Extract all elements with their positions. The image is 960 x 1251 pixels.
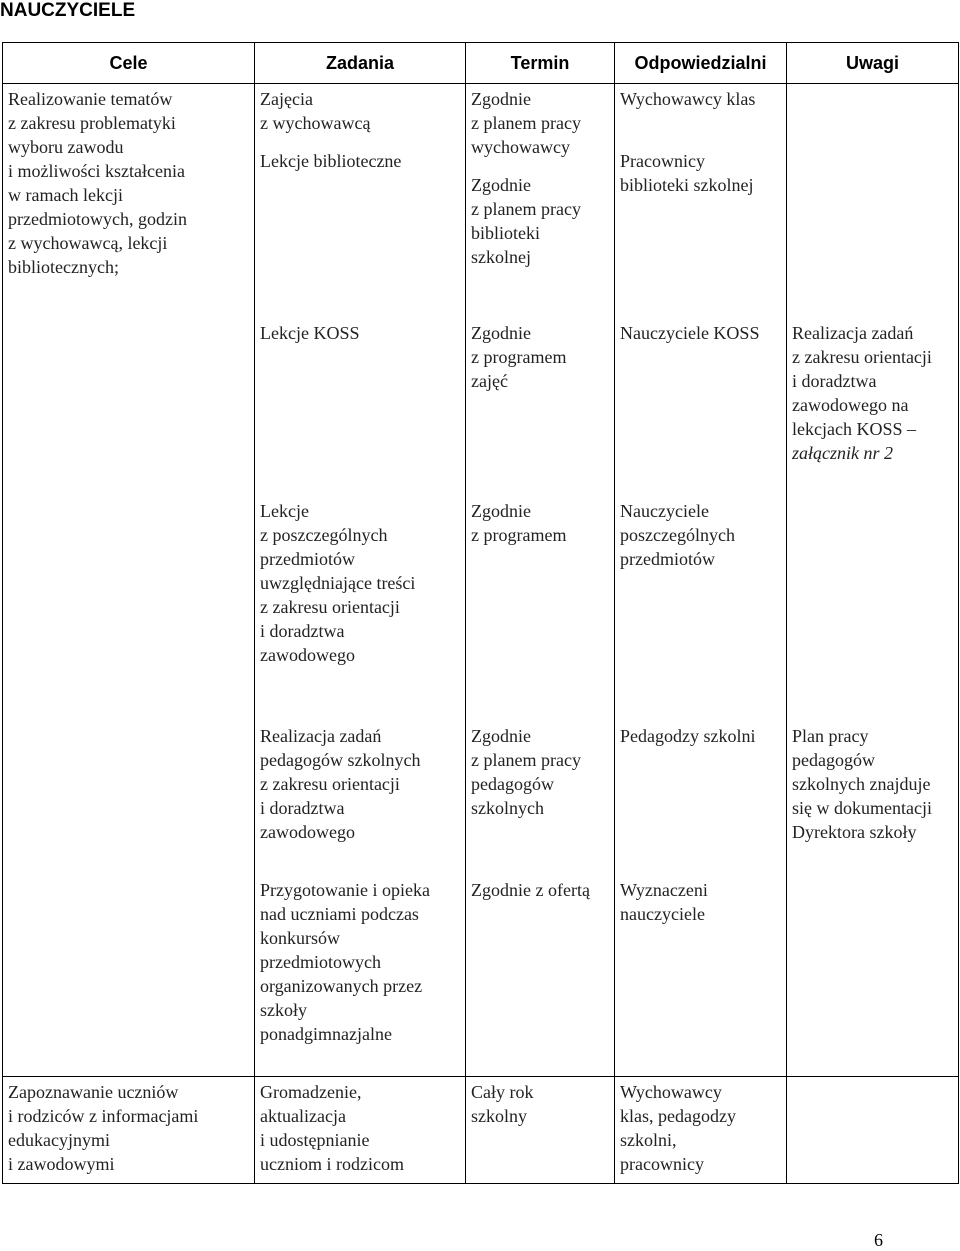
cell-odpowiedzialni xyxy=(615,496,787,721)
odp-text: Wychowawcy klas, pedagodzy szkolni, pracownicy xyxy=(620,1082,736,1174)
termin-text: Zgodnie z programem zajęć xyxy=(471,323,567,391)
cell-zadania xyxy=(255,84,466,319)
cell-odpowiedzialni xyxy=(615,875,787,1077)
header-cele: Cele xyxy=(3,43,255,84)
cell-odpowiedzialni xyxy=(615,84,787,319)
cell-zadania xyxy=(255,875,466,1077)
termin-text: Cały rok szkolny xyxy=(471,1082,534,1126)
odp-text: Nauczyciele KOSS xyxy=(620,323,760,343)
cell-cel xyxy=(3,1077,255,1184)
zadania-text: Gromadzenie, aktualizacja i udostępnianie uczniom i rodzicom xyxy=(260,1082,404,1174)
cell-uwagi xyxy=(787,721,959,875)
termin-text: Zgodnie z programem xyxy=(471,501,567,545)
termin-text: Zgodnie z planem pracy wychowawcy xyxy=(471,89,581,157)
cell-odpowiedzialni xyxy=(615,721,787,875)
cell-uwagi xyxy=(787,84,959,319)
cell-uwagi xyxy=(787,1077,959,1184)
cell-termin xyxy=(466,496,615,721)
cell-uwagi xyxy=(787,875,959,1077)
zadania-text: Przygotowanie i opieka nad uczniami podczas konkursów przedmiotowych organizowanych przez szkoły ponadgimnazjalne xyxy=(260,880,430,1044)
cell-uwagi xyxy=(787,496,959,721)
cell-uwagi xyxy=(787,318,959,496)
cell-odpowiedzialni xyxy=(615,318,787,496)
zadania-text: Lekcje z poszczególnych przedmiotów uwzględniające treści z zakresu orientacji i doradztwa zawodowego xyxy=(260,501,416,665)
cell-cel xyxy=(3,84,255,1077)
cel-text: Zapoznawanie uczniów i rodziców z informacjami edukacyjnymi i zawodowymi xyxy=(8,1082,199,1174)
cell-termin xyxy=(466,84,615,319)
table-row xyxy=(3,84,959,319)
header-zadania: Zadania xyxy=(255,43,466,84)
zadania-text: Realizacja zadań pedagogów szkolnych z zakresu orientacji i doradztwa zawodowego xyxy=(260,726,421,842)
cell-termin xyxy=(466,875,615,1077)
header-termin: Termin xyxy=(466,43,615,84)
uwagi-attachment: załącznik nr 2 xyxy=(792,443,893,463)
odp-text: Pedagodzy szkolni xyxy=(620,726,756,746)
odp-text: Pracownicy biblioteki szkolnej xyxy=(620,151,754,195)
cell-termin xyxy=(466,1077,615,1184)
header-uwagi: Uwagi xyxy=(787,43,959,84)
termin-text: Zgodnie z ofertą xyxy=(471,880,590,900)
termin-text: Zgodnie z planem pracy pedagogów szkolnych xyxy=(471,726,581,818)
cell-zadania xyxy=(255,721,466,875)
odp-text: Wyznaczeni nauczyciele xyxy=(620,880,708,924)
odp-text: Nauczyciele poszczególnych przedmiotów xyxy=(620,501,735,569)
odp-text: Wychowawcy klas xyxy=(620,89,756,109)
plan-table xyxy=(2,42,959,1184)
cell-zadania xyxy=(255,496,466,721)
cell-termin xyxy=(466,721,615,875)
page-number: 6 xyxy=(874,1230,883,1250)
header-odpowiedzialni: Odpowiedzialni xyxy=(615,43,787,84)
zadania-text: Zajęcia z wychowawcą xyxy=(260,89,371,133)
uwagi-text xyxy=(787,318,958,465)
cel-text: Realizowanie tematów z zakresu problematyki wyboru zawodu i możliwości kształcenia w ramach lekcji przedmiotowych, godzin z wychowawcą, lekcji bibliotecznych; xyxy=(8,89,187,277)
page-title: NAUCZYCIELE xyxy=(0,0,136,21)
uwagi-main: Realizacja zadań z zakresu orientacji i doradztwa zawodowego na lekcjach KOSS – xyxy=(792,323,932,439)
cell-zadania xyxy=(255,318,466,496)
zadania-text: Lekcje KOSS xyxy=(260,323,360,343)
zadania-text: Lekcje biblioteczne xyxy=(260,151,402,171)
table-row xyxy=(3,1077,959,1184)
header-row xyxy=(3,43,959,84)
cell-zadania xyxy=(255,1077,466,1184)
cell-termin xyxy=(466,318,615,496)
uwagi-text: Plan pracy pedagogów szkolnych znajduje się w dokumentacji Dyrektora szkoły xyxy=(792,726,932,842)
termin-text: Zgodnie z planem pracy biblioteki szkolnej xyxy=(471,175,581,267)
cell-odpowiedzialni xyxy=(615,1077,787,1184)
